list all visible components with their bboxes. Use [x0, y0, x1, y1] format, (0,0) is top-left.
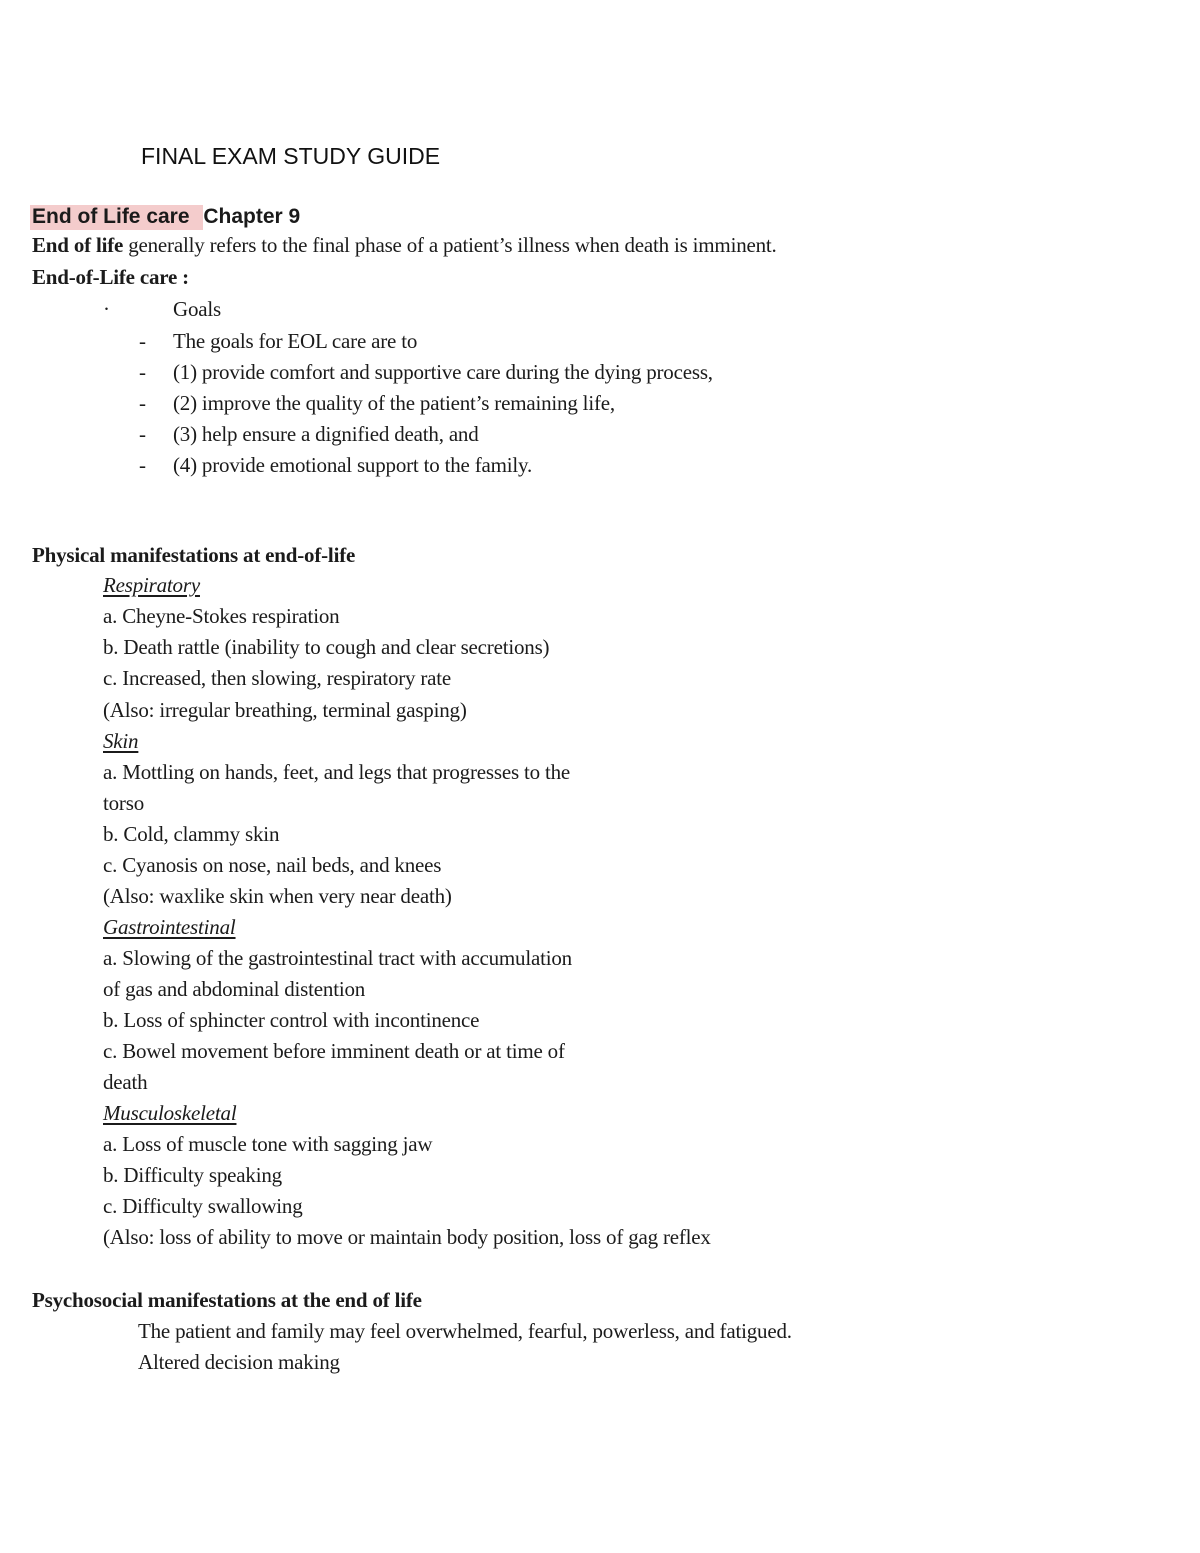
subheading-gastrointestinal: Gastrointestinal: [103, 915, 236, 939]
list-item: a. Cheyne-Stokes respiration: [103, 604, 340, 628]
highlighted-heading-text: End of Life care: [30, 205, 203, 230]
psychosocial-item: The patient and family may feel overwhelmed, fearful, powerless, and fatigued.: [138, 1319, 792, 1343]
list-item: b. Cold, clammy skin: [103, 822, 280, 846]
dash-marker: -: [139, 391, 146, 415]
list-item: a. Slowing of the gastrointestinal tract with accumulation: [103, 946, 572, 970]
list-item: (Also: waxlike skin when very near death): [103, 884, 452, 908]
list-item: b. Loss of sphincter control with incontinence: [103, 1008, 480, 1032]
dash-marker: -: [139, 329, 146, 353]
definition-line: [32, 232, 777, 258]
document-title: FINAL EXAM STUDY GUIDE: [141, 143, 441, 169]
goal-item: (1) provide comfort and supportive care during the dying process,: [173, 360, 713, 384]
section-heading-end-of-life: [32, 204, 300, 230]
goals-bullet-label: Goals: [173, 297, 221, 321]
dash-marker: -: [139, 453, 146, 477]
list-item: b. Difficulty speaking: [103, 1163, 282, 1187]
list-item: a. Mottling on hands, feet, and legs that progresses to the: [103, 760, 571, 784]
list-item: c. Bowel movement before imminent death or at time of: [103, 1039, 565, 1063]
goal-item: (2) improve the quality of the patient’s remaining life,: [173, 391, 615, 415]
subheading-skin: Skin: [103, 729, 139, 753]
definition-term: End of life: [32, 233, 124, 257]
list-item: c. Difficulty swallowing: [103, 1194, 303, 1218]
bullet-marker: ·: [103, 297, 110, 321]
list-item: (Also: irregular breathing, terminal gasping): [103, 698, 467, 722]
goal-item: The goals for EOL care are to: [173, 329, 418, 353]
section-heading-physical: Physical manifestations at end-of-life: [32, 543, 356, 567]
subheading-musculoskeletal: Musculoskeletal: [103, 1101, 237, 1125]
list-item-continuation: death: [103, 1070, 148, 1094]
chapter-label: Chapter 9: [203, 205, 301, 228]
list-item: (Also: loss of ability to move or maintain body position, loss of gag reflex: [103, 1225, 711, 1249]
eol-care-label: End-of-Life care :: [32, 265, 189, 289]
section-heading-psychosocial: Psychosocial manifestations at the end of life: [32, 1288, 422, 1312]
goal-item: (4) provide emotional support to the family.: [173, 453, 533, 477]
subheading-respiratory: Respiratory: [103, 573, 200, 597]
psychosocial-item: Altered decision making: [138, 1350, 340, 1374]
list-item: b. Death rattle (inability to cough and clear secretions): [103, 635, 550, 659]
list-item-continuation: of gas and abdominal distention: [103, 977, 366, 1001]
list-item-continuation: torso: [103, 791, 145, 815]
list-item: c. Cyanosis on nose, nail beds, and knees: [103, 853, 442, 877]
list-item: c. Increased, then slowing, respiratory rate: [103, 666, 452, 690]
list-item: a. Loss of muscle tone with sagging jaw: [103, 1132, 433, 1156]
definition-text: generally refers to the final phase of a patient’s illness when death is imminent.: [123, 233, 777, 257]
goal-item: (3) help ensure a dignified death, and: [173, 422, 479, 446]
dash-marker: -: [139, 360, 146, 384]
dash-marker: -: [139, 422, 146, 446]
